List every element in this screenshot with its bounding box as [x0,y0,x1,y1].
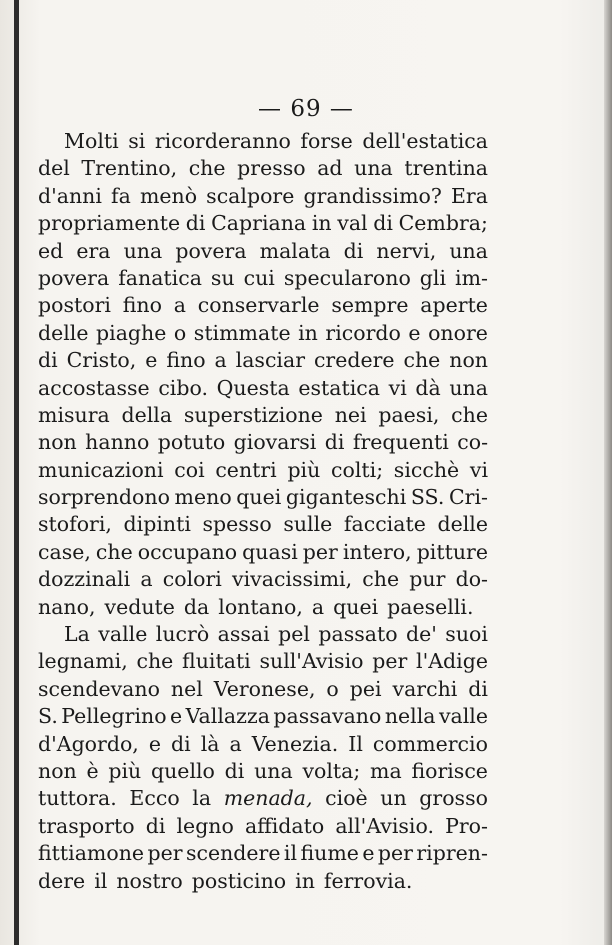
word: o [173,320,187,345]
word: e [170,704,183,729]
word: che [451,402,488,427]
word: era [76,238,111,263]
word: un [380,786,407,811]
word: fa [111,183,131,208]
word: più [287,457,321,482]
text-line [38,183,488,210]
word: im- [455,265,488,290]
word: di [324,430,345,455]
text-line [38,292,488,319]
word: che [362,567,400,592]
text-line [38,731,488,758]
word: è [86,758,99,783]
word: fiume [300,841,359,866]
word: aperte [420,293,488,318]
word: posticino [191,868,287,893]
word: lucrò [155,622,210,647]
word: credere [313,348,395,373]
word: colori [162,567,222,592]
word: ferrovia. [323,868,413,893]
word: ripren- [416,841,488,866]
word: o [326,676,339,701]
word: coi [174,457,205,482]
word: di [468,676,488,701]
word: ricorderanno [154,129,291,153]
word: di [185,211,206,236]
word: Cristo, [66,348,137,373]
word: in [295,868,315,893]
page-number: — 69 — [258,96,354,122]
word: case, [38,539,91,564]
word: grosso [419,786,488,811]
word: trasporto [38,813,135,838]
text-line [38,155,488,182]
word: stimmate [193,320,291,345]
word: onore [428,320,488,345]
word: una [123,238,163,263]
word: paesi, [378,402,440,427]
word: di [170,731,191,756]
word: in [311,211,332,236]
text-line [38,238,488,265]
word: si [128,129,146,153]
word: cui [243,265,275,290]
word: paeselli. [387,594,474,619]
word: valle [98,622,148,647]
text-line [38,758,488,785]
word: a [140,567,153,592]
word: valle [438,704,488,729]
word: da [183,594,210,619]
word: per [147,841,183,866]
word: di [373,211,393,236]
word: l'Adige [416,649,488,674]
word: quello [150,758,215,783]
text-line [38,402,488,429]
word: accostasse [38,375,150,400]
word: Vallazza [185,704,270,729]
word: nostro [116,868,183,893]
word: superstizione [183,402,323,427]
word: stofori, [38,512,112,537]
text-line [38,210,488,237]
text-line [38,648,488,675]
text-line [38,868,488,895]
word: sempre [331,293,409,318]
text-line [38,511,488,538]
word: cibo. [158,375,208,400]
text-line [38,128,488,155]
word: che [188,156,226,181]
word: fluitati [182,649,251,674]
word: d'Agordo, [38,731,139,756]
word: varchi [392,676,458,701]
word: grandissimo? [303,183,442,208]
word: d'anni [38,183,102,208]
word: pel [278,622,310,647]
word: ma [370,758,402,783]
text-line [38,539,488,566]
word: vedute [104,594,175,619]
word: commercio [372,731,488,756]
word: Pellegrino [61,704,167,729]
word: malata [259,238,331,263]
word: volta; [302,758,361,783]
word: di [224,758,245,783]
word: menò [139,183,198,208]
word: sicchè [393,457,460,482]
word: Cri- [449,485,488,510]
word: presso [237,156,306,181]
word: Pro- [445,813,488,838]
word: in [298,320,318,345]
word: il [94,868,108,893]
word: fino [166,348,206,373]
text-line [38,566,488,593]
word: pitture [416,539,488,564]
text-line [38,594,488,621]
word: lasciar [235,348,305,373]
word: val [337,211,368,236]
word: sorprendono [38,485,170,510]
word: fiorisce [411,758,488,783]
word: trentina [404,156,488,181]
word: della [121,402,173,427]
word: del [38,156,70,181]
word: nano, [38,594,96,619]
word: centri [215,457,277,482]
word: giovarsi [233,430,317,455]
text-line [38,484,488,511]
word: sulle [283,512,333,537]
word: e [362,841,375,866]
word: menada, [223,786,313,811]
word: a [173,293,186,318]
word: piaghe [96,320,167,345]
word: passato [318,622,398,647]
word: municazioni [38,457,164,482]
word: una [449,238,488,263]
word: e [148,731,161,756]
word: vi [388,375,407,400]
word: co- [457,430,488,455]
word: una [254,758,293,783]
word: su [210,265,235,290]
word: hanno [85,430,150,455]
text-line [38,265,488,292]
word: e [408,320,421,345]
word: colti; [331,457,384,482]
word: povera [38,265,110,290]
word: non [38,758,77,783]
word: Il [348,731,363,756]
word: quasi [242,539,298,564]
word: Cembra; [398,211,488,236]
word: e [145,348,158,373]
word: nella [384,704,436,729]
page-binding-edge-left [14,0,19,945]
word: Capriana [211,211,307,236]
text-line [38,703,488,730]
body-text [38,128,488,895]
word: specularono [283,265,411,290]
word: propriamente [38,211,181,236]
word: a [229,731,242,756]
word: tuttora. [38,786,117,811]
word: de' [405,622,437,647]
word: Ecco [129,786,180,811]
word: gli [419,265,447,290]
word: passavano [273,704,382,729]
word: povera [175,238,247,263]
word: misura [38,402,110,427]
word: il [283,841,298,866]
word: suoi [445,622,488,647]
word: quei [333,594,379,619]
word: fino [122,293,162,318]
word: scendevano [38,676,160,701]
word: ed [38,238,64,263]
word: vi [469,457,488,482]
word: la [192,786,212,811]
text-line [38,621,488,648]
text-line [38,785,488,812]
word: cioè [325,786,368,811]
word: dipinti [123,512,191,537]
word: dere [38,868,86,893]
word: do- [455,567,488,592]
word: dozzinali [38,567,131,592]
word: S. [38,704,58,729]
word: di [145,813,166,838]
word: là [200,731,220,756]
word: potuto [157,430,226,455]
word: affidato [244,813,325,838]
word: all'Avisio. [335,813,434,838]
word: frequenti [352,430,449,455]
word: lontano, [218,594,303,619]
word: dà [415,375,441,400]
word: per [372,649,408,674]
word: nei [334,402,367,427]
page-binding-edge-right [604,0,612,945]
word: scalpore [206,183,295,208]
word: legnami, [38,649,128,674]
word: dell'estatica [362,129,488,153]
word: una [354,156,393,181]
word: a [214,348,227,373]
word: occupano [137,539,238,564]
word: Venezia. [251,731,339,756]
word: che [403,348,441,373]
word: meno [174,485,232,510]
word: quei [236,485,282,510]
word: Trentino, [81,156,178,181]
word: ad [317,156,343,181]
word: estatica [298,375,380,400]
word: sull'Avisio [259,649,364,674]
word: di [343,238,364,263]
text-line [38,457,488,484]
paragraph-2 [38,621,488,895]
word: a [311,594,325,619]
text-line [38,429,488,456]
word: intero, [342,539,412,564]
word: che [95,539,133,564]
text-line [38,320,488,347]
word: fanatica [118,265,202,290]
word: legno [176,813,234,838]
word: Questa [216,375,290,400]
text-line [38,676,488,703]
word: una [449,375,488,400]
word: forse [300,129,353,153]
word: Era [450,183,488,208]
word: vivacissimi, [232,567,353,592]
word: che [136,649,174,674]
word: pei [349,676,382,701]
word: più [108,758,142,783]
word: postori [38,293,111,318]
word: nel [170,676,203,701]
text-line [38,813,488,840]
word: Veronese, [213,676,316,701]
text-line [38,347,488,374]
text-line [38,375,488,402]
word: fittiamone [38,841,145,866]
word: scendere [185,841,281,866]
word: pur [409,567,446,592]
paragraph-1 [38,128,488,621]
word: La [64,622,90,647]
word: ricordo [325,320,401,345]
word: conservarle [197,293,320,318]
word: per [302,539,338,564]
word: facciate [343,512,426,537]
word: di [38,348,58,373]
word: per [377,841,413,866]
word: giganteschi [285,485,407,510]
word: non [38,430,77,455]
word: SS. [410,485,445,510]
word: assai [217,622,270,647]
word: spesso [202,512,272,537]
text-line [38,840,488,867]
word: delle [38,320,89,345]
word: delle [437,512,488,537]
word: nervi, [376,238,437,263]
word: non [449,348,488,373]
word: Molti [64,129,119,153]
